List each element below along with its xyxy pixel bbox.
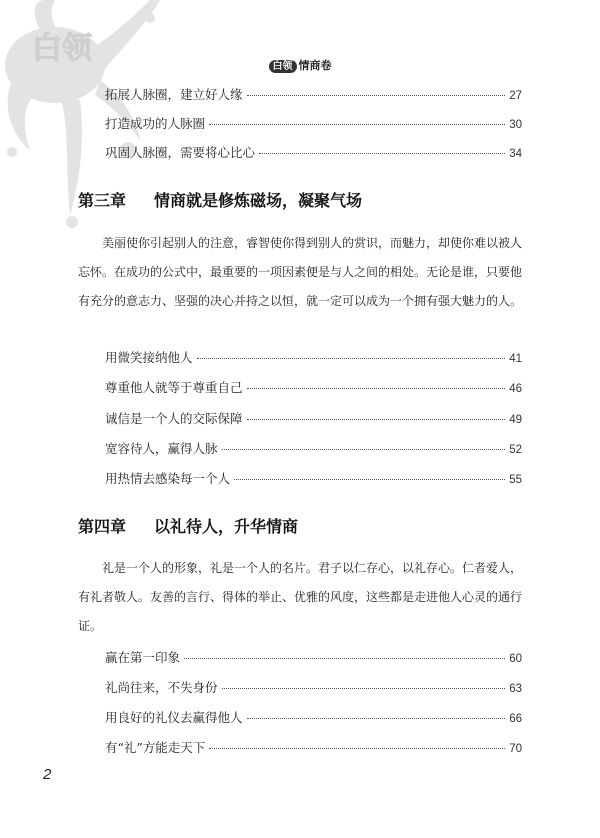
toc-entry-page: 60 [509,653,522,665]
toc-entry-page: 63 [509,683,522,695]
leader-dots [197,358,506,359]
leader-dots [209,124,505,125]
toc-entry[interactable] [105,348,522,368]
toc-entry-page: 27 [509,90,522,102]
toc-entry-title: 拓展人脉圈，建立好人缘 [105,87,243,102]
toc-entry-title: 打造成功的人脉圈 [105,116,206,131]
chapter-heading [78,514,298,537]
leader-dots [234,479,505,480]
toc-entry[interactable] [105,409,522,429]
toc-entry-page: 41 [509,353,522,365]
leader-dots [209,748,505,749]
toc-entry[interactable] [105,143,522,163]
toc-entry-title: 礼尚往来，不失身份 [105,680,218,695]
leader-dots [247,388,506,389]
toc-entry[interactable] [105,678,522,698]
leader-dots [259,153,505,154]
toc-entry-title: 用微笑接纳他人 [105,350,193,365]
toc-entry-title: 有“礼”方能走天下 [105,740,206,755]
chapter-title: 情商就是修炼磁场，凝聚气场 [154,191,363,210]
toc-entry[interactable] [105,439,522,459]
chapter-number: 第四章 [78,517,127,536]
leader-dots [247,718,506,719]
toc-entry-page: 30 [509,119,522,131]
toc-entry-title: 尊重他人就等于尊重自己 [105,380,243,395]
toc-entry-page: 49 [509,414,522,426]
toc-entry-page: 34 [509,148,522,160]
toc-entry-title: 诚信是一个人的交际保障 [105,411,243,426]
chapter-title: 以礼待人，升华情商 [154,517,299,536]
toc-entry[interactable] [105,648,522,668]
toc-entry-title: 赢在第一印象 [105,650,181,665]
toc-entry-page: 46 [509,383,522,395]
toc-entry-page: 70 [509,743,522,755]
leader-dots [222,688,506,689]
toc-entry[interactable] [105,114,522,134]
leader-dots [247,419,506,420]
toc-entry-title: 用热情去感染每一个人 [105,471,231,486]
page-number: 2 [43,766,52,783]
toc-entry[interactable] [105,469,522,489]
chapter-intro: 美丽使你引起别人的注意，睿智使你得到别人的赏识，而魅力，却使你难以被人忘怀。在成功的公式中，最重要的一项因素便是与人之间的相处。无论是谁，只要他有充分的意志力、坚强的决心并持之以恒，就一定可以成为一个拥有强大魅力的人。 [78,236,523,308]
page-header [0,57,600,73]
toc-entry-page: 55 [509,474,522,486]
toc-entry[interactable] [105,85,522,105]
toc-entry[interactable] [105,378,522,398]
toc-entry-page: 66 [509,713,522,725]
chapter-heading [78,188,362,211]
toc-entry-title: 宽容待人，赢得人脉 [105,441,218,456]
toc-entry[interactable] [105,738,522,758]
chapter-intro: 礼是一个人的形象，礼是一个人的名片。君子以仁存心，以礼存心。仁者爱人，有礼者敬人。友善的言行、得体的举止、优雅的风度，这些都是走进他人心灵的通行证。 [78,561,523,633]
chapter-number: 第三章 [78,191,127,210]
watermark-text-1: 白领 [32,31,92,66]
leader-dots [184,658,505,659]
toc-entry-page: 52 [509,444,522,456]
leader-dots [222,449,506,450]
header-title: 情商卷 [298,59,332,72]
toc-entry-title: 巩固人脉圈，需要将心比心 [105,145,256,160]
toc-entry[interactable] [105,708,522,728]
leader-dots [247,95,506,96]
header-badge: 白领 [269,60,297,73]
toc-entry-title: 用良好的礼仪去赢得他人 [105,710,243,725]
